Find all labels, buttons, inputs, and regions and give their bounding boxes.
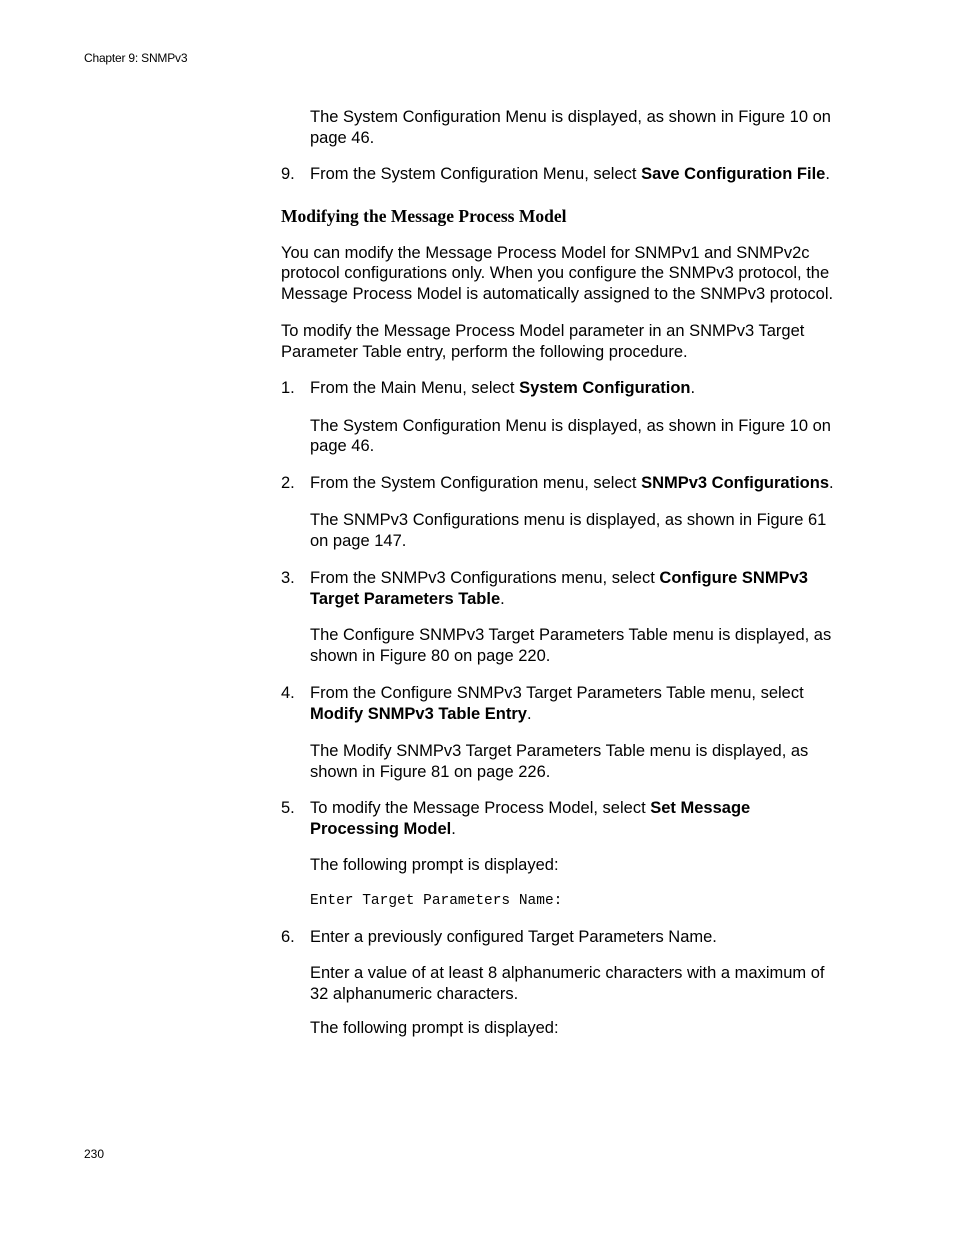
step-text: From the SNMPv3 Configurations menu, select Configure SNMPv3 Target Parameters Table. (310, 569, 808, 608)
step-note: The System Configuration Menu is displayed, as shown in Figure 10 on page 46. (310, 416, 831, 455)
menu-option: Save Configuration File (641, 165, 826, 183)
menu-option: Set Message Processing Model (310, 799, 751, 838)
step-2 (281, 473, 841, 494)
paragraph: You can modify the Message Process Model for SNMPv1 and SNMPv2c protocol configurations only. When you configure the SNMPv3 protocol, the Message Process Model is automatically assigned to the SNMPv3 protocol. (281, 243, 834, 303)
step-number: 6. (281, 927, 295, 946)
step-number: 5. (281, 799, 295, 817)
menu-option: Configure SNMPv3 Target Parameters Table (310, 569, 808, 608)
running-head: Chapter 9: SNMPv3 (84, 51, 188, 65)
step-3 (281, 568, 841, 609)
step-text: Enter a previously configured Target Parameters Name. (310, 927, 717, 946)
step-number: 1. (281, 379, 295, 397)
step-note: The following prompt is displayed: (310, 1019, 559, 1037)
step-text: From the System Configuration menu, select SNMPv3 Configurations. (310, 473, 834, 492)
step-note: Enter a value of at least 8 alphanumeric characters with a maximum of 32 alphanumeric characters. (310, 964, 825, 1003)
step-text: From the Main Menu, select System Configuration. (310, 379, 696, 397)
paragraph: To modify the Message Process Model parameter in an SNMPv3 Target Parameter Table entry, perform the following procedure. (281, 322, 805, 361)
step-note: The SNMPv3 Configurations menu is displayed, as shown in Figure 61 on page 147. (310, 511, 827, 550)
step-text: To modify the Message Process Model, select Set Message Processing Model. (310, 799, 751, 838)
cli-prompt: Enter Target Parameters Name: (310, 892, 563, 909)
page-body (281, 107, 841, 1039)
step-note: The Modify SNMPv3 Target Parameters Table menu is displayed, as shown in Figure 81 on page 226. (310, 742, 809, 781)
step-1 (281, 378, 841, 399)
step-6 (281, 927, 841, 948)
step-text: From the Configure SNMPv3 Target Parameters Table menu, select Modify SNMPv3 Table Entry. (310, 684, 804, 723)
step-9 (281, 164, 841, 185)
step-number: 3. (281, 569, 295, 587)
section-heading: Modifying the Message Process Model (281, 205, 567, 226)
step-text: From the System Configuration Menu, select Save Configuration File. (310, 165, 830, 183)
menu-option: SNMPv3 Configurations (641, 473, 829, 492)
step-number: 4. (281, 684, 295, 702)
menu-option: System Configuration (519, 379, 691, 397)
intro-note: The System Configuration Menu is displayed, as shown in Figure 10 on page 46. (310, 108, 831, 147)
step-note: The following prompt is displayed: (310, 856, 559, 874)
step-number: 9. (281, 165, 295, 183)
step-4 (281, 683, 841, 724)
page-number: 230 (84, 1147, 105, 1161)
step-note: The Configure SNMPv3 Target Parameters Table menu is displayed, as shown in Figure 80 on page 220. (310, 626, 832, 665)
step-5 (281, 798, 841, 839)
menu-option: Modify SNMPv3 Table Entry (310, 704, 527, 723)
step-number: 2. (281, 473, 295, 492)
